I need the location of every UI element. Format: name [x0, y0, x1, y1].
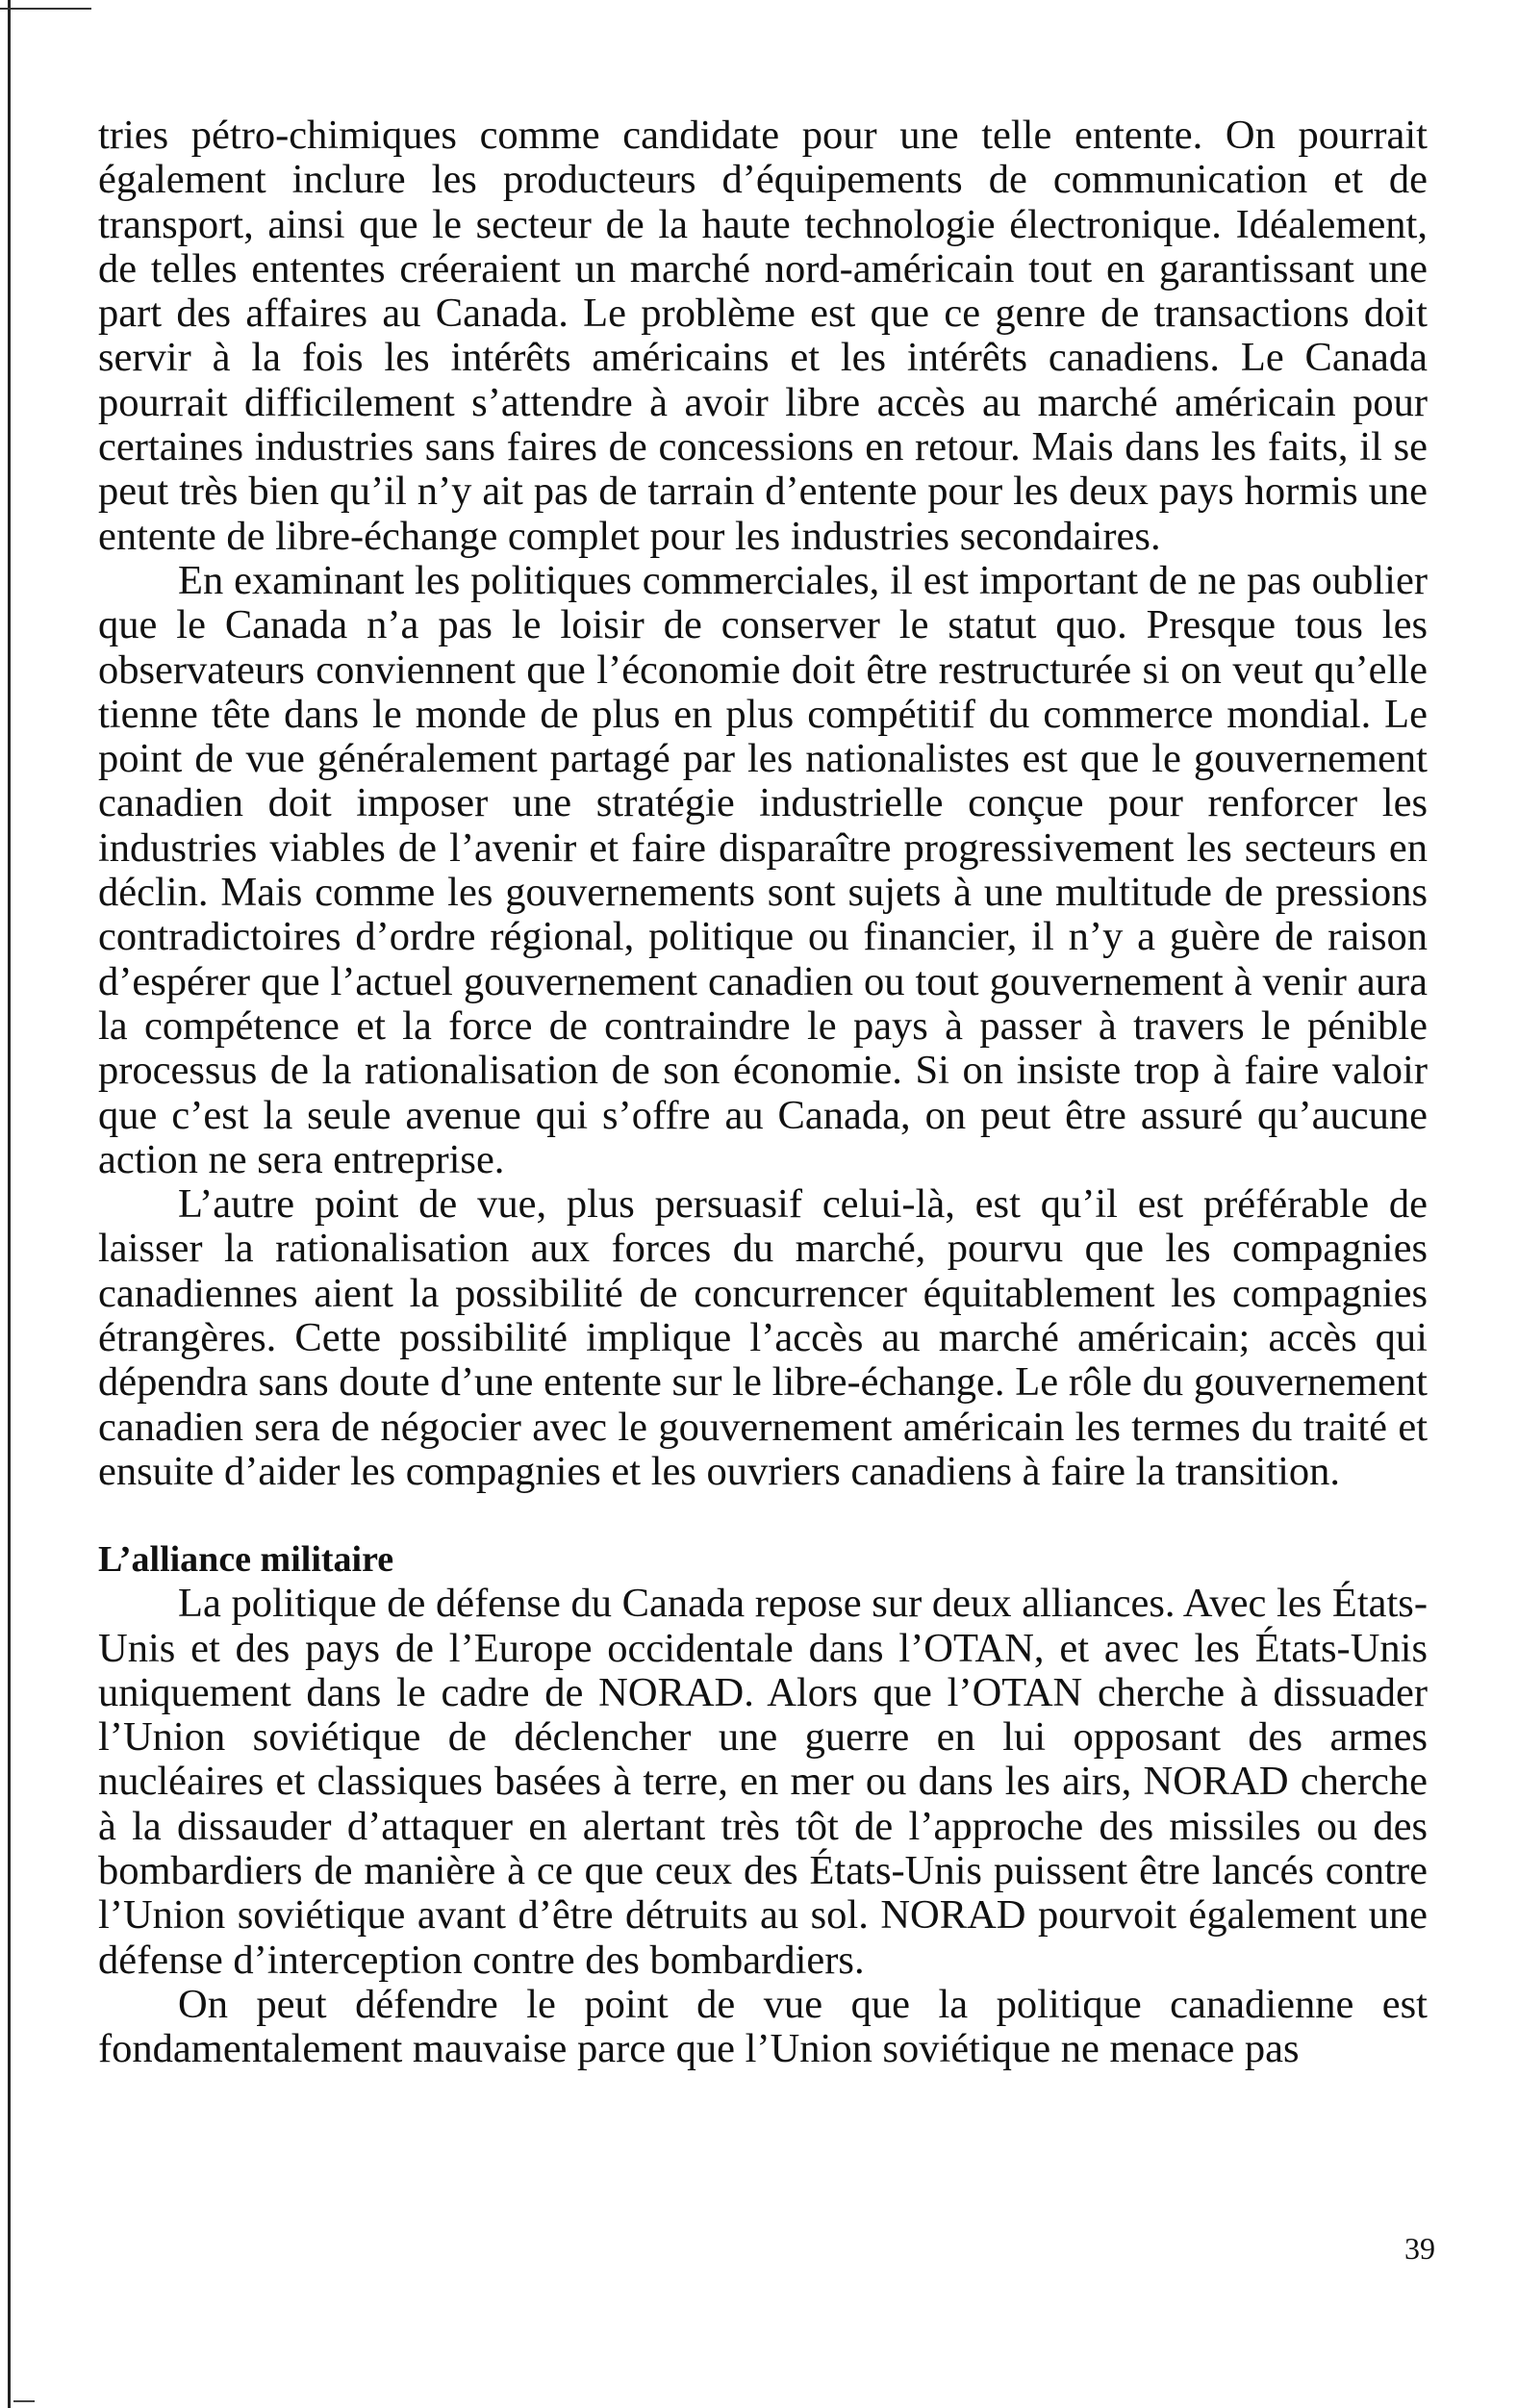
- paragraph-defence-argument: On peut défendre le point de vue que la politique canadienne est fondamentalement mauvaise parce que l’Union soviétique ne menace pas: [98, 1981, 1428, 2072]
- paragraph-trade-policy: En examinant les politiques commerciales, il est important de ne pas oublier que le Canada n’a pas le loisir de conserver le statut quo. Presque tous les observateurs conviennent que l’économie doit être restructurée si on veut qu’elle tienne tête dans le monde de plus en plus compétitif du commerce mondial. Le point de vue généralement partagé par les nationalistes est que le gouvernement canadien doit imposer une stratégie industrielle conçue pour renforcer les industries viables de l’avenir et faire disparaître progressivement les secteurs en déclin. Mais comme les gouvernements sont sujets à une multitude de pressions contradictoires d’ordre régional, politique ou financier, il n’y a guère de raison d’espérer que l’actuel gouvernement canadien ou tout gouvernement à venir aura la compétence et la force de contraindre le pays à passer à travers le pénible processus de la rationalisation de son économie. Si on insiste trop à faire valoir que c’est la seule avenue qui s’offre au Canada, on peut être assuré qu’aucune action ne sera entreprise.: [98, 557, 1428, 1182]
- section-heading: L’alliance militaire: [98, 1539, 394, 1581]
- scan-border-left: [8, 0, 11, 2408]
- paragraph-market-rationalisation: L’autre point de vue, plus persuasif celui-là, est qu’il est préférable de laisser la rationalisation aux forces du marché, pourvu que les compagnies canadiennes aient la possibilité de concurrencer équitablement les compagnies étrangères. Cette possibilité implique l’accès au marché américain; accès qui dépendra sans doute d’une entente sur le libre-échange. Le rôle du gouvernement canadien sera de négocier avec le gouvernement américain les termes du traité et ensuite d’aider les compagnies et les ouvriers canadiens à faire la transition.: [98, 1181, 1428, 1494]
- paragraph-defence-alliances: La politique de défense du Canada repose sur deux alliances. Avec les États-Unis et des pays de l’Europe occidentale dans l’OTAN, et avec les États-Unis uniquement dans le cadre de NORAD. Alors que l’OTAN cherche à dissuader l’Union soviétique de déclencher une guerre en lui opposant des armes nucléaires et classiques basées à terre, en mer ou dans les airs, NORAD cherche à la dissauder d’attaquer en alertant très tôt de l’approche des missiles ou des bombardiers de manière à ce que ceux des États-Unis puissent être lancés contre l’Union soviétique avant d’être détruits au sol. NORAD pourvoit également une défense d’interception contre des bombardiers.: [98, 1581, 1428, 1983]
- scan-border-top: [0, 8, 91, 10]
- page-number: 39: [1404, 2231, 1435, 2266]
- page-body: [98, 114, 1428, 2071]
- paragraph-continued: tries pétro-chimiques comme candidate pour une telle entente. On pourrait également inclure les producteurs d’équipements de communication et de transport, ainsi que le secteur de la haute technologie électronique. Idéalement, de telles ententes créeraient un marché nord-américain tout en garantissant une part des affaires au Canada. Le problème est que ce genre de transactions doit servir à la fois les intérêts américains et les intérêts canadiens. Le Canada pourrait difficilement s’attendre à avoir libre accès au marché américain pour certaines industries sans faires de concessions en retour. Mais dans les faits, il se peut très bien qu’il n’y ait pas de tarrain d’entente pour les deux pays hormis une entente de libre-échange complet pour les industries secondaires.: [98, 113, 1428, 559]
- scan-mark-bottom: [13, 2400, 35, 2402]
